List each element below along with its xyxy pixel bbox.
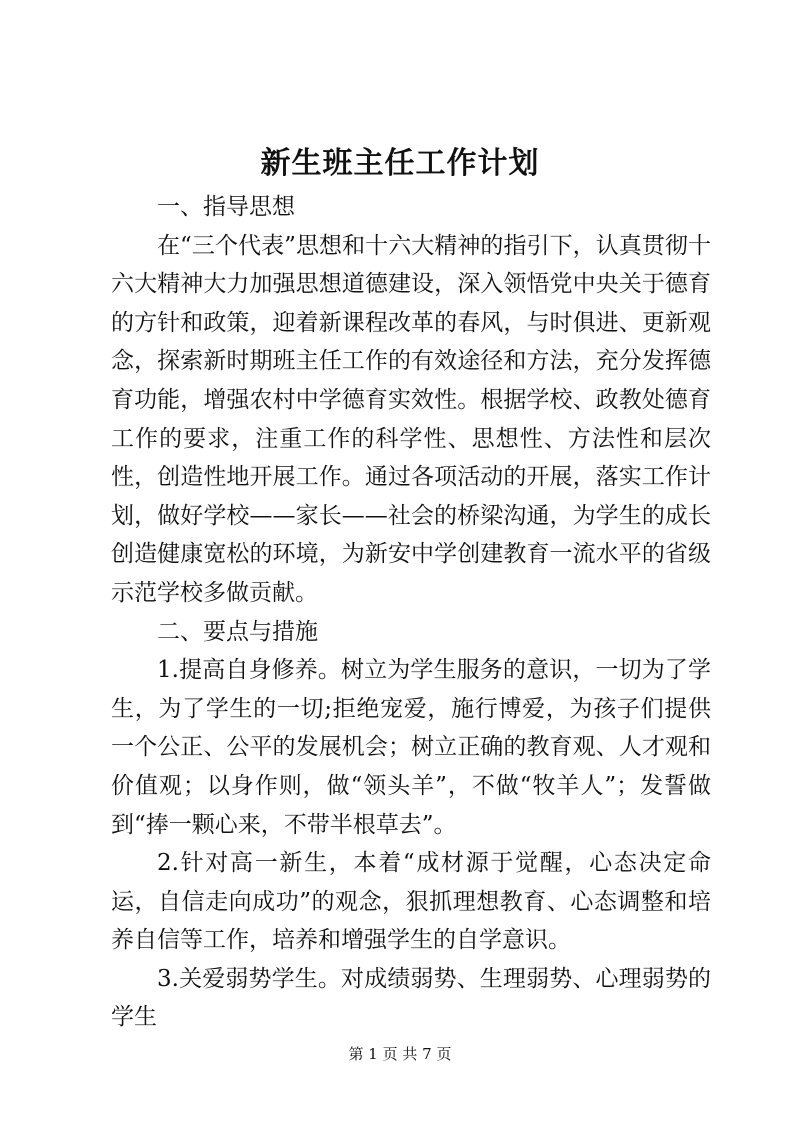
document-body <box>111 188 711 1037</box>
paragraph-item-1: 1.提高自身修养。树立为学生服务的意识，一切为了学生，为了学生的一切;拒绝宠爱，施行博爱，为孩子们提供一个公正、公平的发展机会；树立正确的教育观、人才观和价值观；以身作则，做“领头羊”，不做“牧羊人”；发誓做到“捧一颗心来，不带半根草去”。 <box>111 657 711 838</box>
section-heading-key-points: 二、要点与措施 <box>157 618 318 645</box>
paragraph-guiding-ideology: 在“三个代表”思想和十六大精神的指引下，认真贯彻十六大精神大力加强思想道德建设，深入领悟党中央关于德育的方针和政策，迎着新课程改革的春风，与时俱进、更新观念，探索新时期班主任工作的有效途径和方法，充分发挥德育功能，增强农村中学德育实效性。根据学校、政教处德育工作的要求，注重工作的科学性、思想性、方法性和层次性，创造性地开展工作。通过各项活动的开展，落实工作计划，做好学校——家长——社会的桥梁沟通，为学生的成长创造健康宽松的环境，为新安中学创建教育一流水平的省级示范学校多做贡献。 <box>111 232 711 606</box>
section-heading-guiding-ideology: 一、指导思想 <box>157 194 295 220</box>
paragraph-item-3: 3.关爱弱势学生。对成绩弱势、生理弱势、心理弱势的学生 <box>111 965 711 1031</box>
document-title: 新生班主任工作计划 <box>260 146 540 181</box>
paragraph-item-2: 2.针对高一新生，本着“成材源于觉醒，心态决定命运，自信走向成功”的观念，狠抓理想教育、心态调整和培养自信等工作，培养和增强学生的自学意识。 <box>111 850 711 954</box>
page-number-footer: 第 1 页 共 7 页 <box>348 1045 452 1063</box>
